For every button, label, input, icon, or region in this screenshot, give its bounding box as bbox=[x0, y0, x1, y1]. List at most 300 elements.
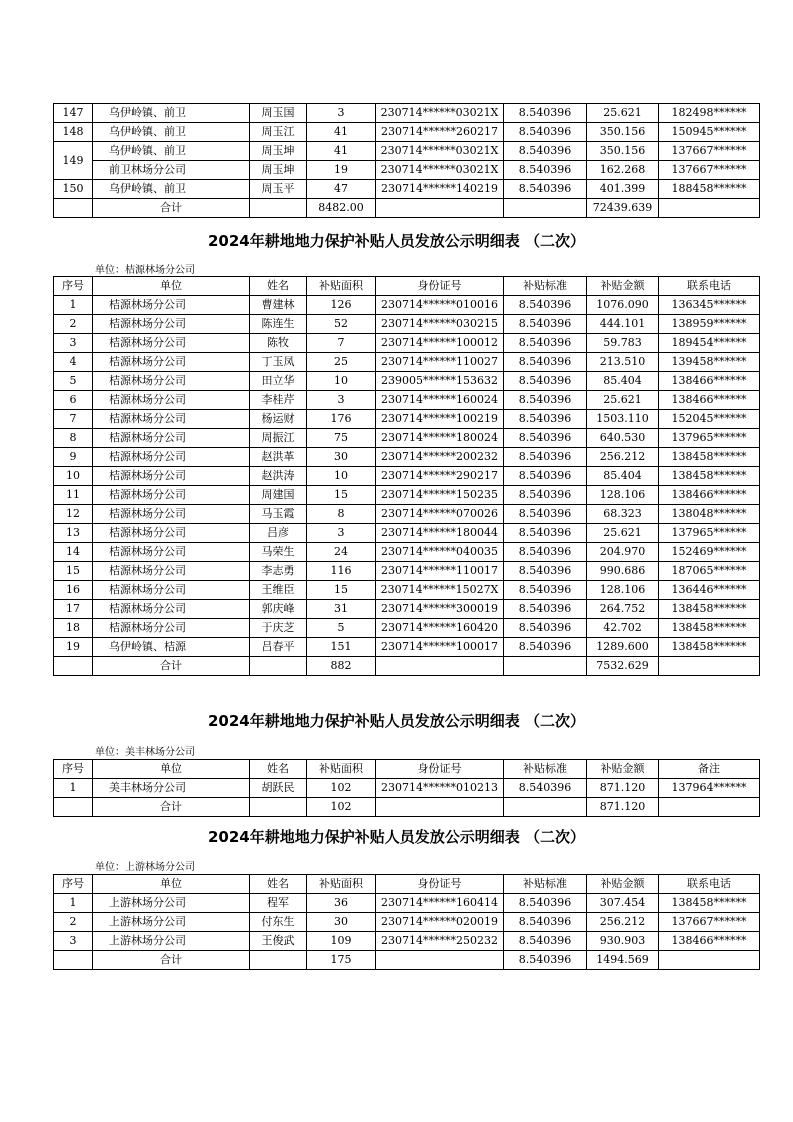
cell-amount: 25.621 bbox=[587, 391, 659, 410]
col-header-id: 身份证号 bbox=[376, 875, 504, 894]
cell-id: 230714******010016 bbox=[376, 296, 504, 315]
total-amount: 72439.639 bbox=[587, 199, 659, 218]
col-header-amount: 补贴金额 bbox=[587, 277, 659, 296]
cell-std: 8.540396 bbox=[504, 104, 587, 123]
table-row bbox=[54, 104, 760, 123]
total-row bbox=[54, 951, 760, 970]
cell-id: 230714******180044 bbox=[376, 524, 504, 543]
cell-id: 230714******180024 bbox=[376, 429, 504, 448]
cell-unit: 桔源林场分公司 bbox=[93, 315, 250, 334]
cell-std: 8.540396 bbox=[504, 372, 587, 391]
cell-std: 8.540396 bbox=[504, 142, 587, 161]
cell-name: 陈牧 bbox=[250, 334, 307, 353]
cell-id: 230714******160420 bbox=[376, 619, 504, 638]
cell-empty bbox=[250, 657, 307, 676]
cell-no: 147 bbox=[54, 104, 93, 123]
cell-empty bbox=[376, 199, 504, 218]
cell-name: 田立华 bbox=[250, 372, 307, 391]
cell-empty bbox=[376, 657, 504, 676]
cell-amount: 307.454 bbox=[587, 894, 659, 913]
cell-unit: 上游林场分公司 bbox=[93, 894, 250, 913]
col-header-name: 姓名 bbox=[250, 875, 307, 894]
table-row bbox=[54, 543, 760, 562]
table-section3 bbox=[53, 759, 760, 817]
cell-phone: 138466****** bbox=[659, 932, 760, 951]
cell-empty bbox=[659, 199, 760, 218]
cell-name: 李桂芹 bbox=[250, 391, 307, 410]
total-std bbox=[504, 199, 587, 218]
cell-id: 230714******010213 bbox=[376, 779, 504, 798]
cell-id: 230714******100219 bbox=[376, 410, 504, 429]
table-section3-body bbox=[54, 779, 760, 817]
table-section1-body bbox=[54, 104, 760, 218]
cell-phone: 137965****** bbox=[659, 429, 760, 448]
cell-std: 8.540396 bbox=[504, 161, 587, 180]
cell-amount: 204.970 bbox=[587, 543, 659, 562]
total-label: 合计 bbox=[93, 951, 250, 970]
cell-no: 12 bbox=[54, 505, 93, 524]
cell-amount: 1503.110 bbox=[587, 410, 659, 429]
col-header-phone: 联系电话 bbox=[659, 875, 760, 894]
cell-id: 230714******03021X bbox=[376, 142, 504, 161]
cell-area: 10 bbox=[307, 372, 376, 391]
cell-area: 25 bbox=[307, 353, 376, 372]
cell-phone: 138959****** bbox=[659, 315, 760, 334]
table-row bbox=[54, 429, 760, 448]
cell-empty bbox=[659, 951, 760, 970]
cell-name: 周振江 bbox=[250, 429, 307, 448]
table-row bbox=[54, 600, 760, 619]
cell-phone: 152469****** bbox=[659, 543, 760, 562]
cell-name: 王维臣 bbox=[250, 581, 307, 600]
cell-std: 8.540396 bbox=[504, 391, 587, 410]
cell-phone: 137965****** bbox=[659, 524, 760, 543]
cell-phone: 182498****** bbox=[659, 104, 760, 123]
header-row bbox=[54, 277, 760, 296]
cell-empty bbox=[54, 657, 93, 676]
cell-amount: 1289.600 bbox=[587, 638, 659, 657]
table-row bbox=[54, 894, 760, 913]
col-header-area: 补贴面积 bbox=[307, 277, 376, 296]
total-label: 合计 bbox=[93, 199, 250, 218]
table-row bbox=[54, 581, 760, 600]
cell-id: 230714******250232 bbox=[376, 932, 504, 951]
cell-id: 230714******140219 bbox=[376, 180, 504, 199]
total-label: 合计 bbox=[93, 657, 250, 676]
cell-name: 周建国 bbox=[250, 486, 307, 505]
cell-id: 230714******100012 bbox=[376, 334, 504, 353]
table-section1 bbox=[53, 103, 760, 218]
table-row bbox=[54, 372, 760, 391]
cell-area: 19 bbox=[307, 161, 376, 180]
col-header-unit: 单位 bbox=[93, 760, 250, 779]
cell-std: 8.540396 bbox=[504, 315, 587, 334]
cell-unit: 桔源林场分公司 bbox=[93, 543, 250, 562]
table-row bbox=[54, 180, 760, 199]
cell-no: 150 bbox=[54, 180, 93, 199]
cell-unit: 桔源林场分公司 bbox=[93, 448, 250, 467]
col-header-amount: 补贴金额 bbox=[587, 875, 659, 894]
cell-unit: 乌伊岭镇、前卫 bbox=[93, 180, 250, 199]
cell-name: 周玉坤 bbox=[250, 161, 307, 180]
cell-no: 13 bbox=[54, 524, 93, 543]
cell-area: 47 bbox=[307, 180, 376, 199]
cell-phone: 137667****** bbox=[659, 161, 760, 180]
cell-unit: 桔源林场分公司 bbox=[93, 296, 250, 315]
total-row bbox=[54, 199, 760, 218]
section2-title: 2024年耕地地力保护补贴人员发放公示明细表 （二次） bbox=[208, 232, 585, 250]
cell-area: 41 bbox=[307, 142, 376, 161]
col-header-no: 序号 bbox=[54, 760, 93, 779]
cell-area: 151 bbox=[307, 638, 376, 657]
cell-amount: 871.120 bbox=[587, 779, 659, 798]
col-header-std: 补贴标准 bbox=[504, 875, 587, 894]
total-row bbox=[54, 798, 760, 817]
cell-name: 周玉平 bbox=[250, 180, 307, 199]
cell-name: 吕彦 bbox=[250, 524, 307, 543]
cell-area: 126 bbox=[307, 296, 376, 315]
cell-unit: 桔源林场分公司 bbox=[93, 353, 250, 372]
cell-amount: 350.156 bbox=[587, 142, 659, 161]
col-header-name: 姓名 bbox=[250, 760, 307, 779]
cell-amount: 640.530 bbox=[587, 429, 659, 448]
cell-unit: 桔源林场分公司 bbox=[93, 619, 250, 638]
total-area: 8482.00 bbox=[307, 199, 376, 218]
cell-name: 赵洪涛 bbox=[250, 467, 307, 486]
cell-area: 3 bbox=[307, 524, 376, 543]
cell-phone: 150945****** bbox=[659, 123, 760, 142]
col-header-amount: 补贴金额 bbox=[587, 760, 659, 779]
section3-unit-label: 单位：美丰林场分公司 bbox=[95, 747, 195, 758]
cell-area: 41 bbox=[307, 123, 376, 142]
cell-std: 8.540396 bbox=[504, 334, 587, 353]
cell-unit: 乌伊岭镇、前卫 bbox=[93, 104, 250, 123]
cell-std: 8.540396 bbox=[504, 543, 587, 562]
cell-name: 吕春平 bbox=[250, 638, 307, 657]
col-header-area: 补贴面积 bbox=[307, 760, 376, 779]
cell-name: 陈连生 bbox=[250, 315, 307, 334]
cell-area: 5 bbox=[307, 619, 376, 638]
cell-name: 王俊武 bbox=[250, 932, 307, 951]
table-section4-body bbox=[54, 894, 760, 970]
cell-no: 1 bbox=[54, 894, 93, 913]
cell-area: 31 bbox=[307, 600, 376, 619]
table-row bbox=[54, 353, 760, 372]
cell-name: 胡跃民 bbox=[250, 779, 307, 798]
table-row bbox=[54, 638, 760, 657]
cell-amount: 444.101 bbox=[587, 315, 659, 334]
total-std: 8.540396 bbox=[504, 951, 587, 970]
cell-std: 8.540396 bbox=[504, 779, 587, 798]
cell-no: 5 bbox=[54, 372, 93, 391]
cell-unit: 前卫林场分公司 bbox=[93, 161, 250, 180]
cell-no: 6 bbox=[54, 391, 93, 410]
cell-std: 8.540396 bbox=[504, 913, 587, 932]
cell-phone: 138048****** bbox=[659, 505, 760, 524]
col-header-std: 补贴标准 bbox=[504, 760, 587, 779]
section3-title: 2024年耕地地力保护补贴人员发放公示明细表 （二次） bbox=[208, 712, 585, 730]
cell-name: 周玉江 bbox=[250, 123, 307, 142]
total-label: 合计 bbox=[93, 798, 250, 817]
cell-area: 24 bbox=[307, 543, 376, 562]
cell-unit: 上游林场分公司 bbox=[93, 932, 250, 951]
cell-empty bbox=[54, 199, 93, 218]
cell-std: 8.540396 bbox=[504, 562, 587, 581]
table-section2 bbox=[53, 276, 760, 676]
cell-std: 8.540396 bbox=[504, 524, 587, 543]
table-row bbox=[54, 161, 760, 180]
table-row bbox=[54, 932, 760, 951]
cell-amount: 128.106 bbox=[587, 581, 659, 600]
total-area: 175 bbox=[307, 951, 376, 970]
cell-std: 8.540396 bbox=[504, 894, 587, 913]
table-section2-body bbox=[54, 296, 760, 676]
cell-id: 230714******290217 bbox=[376, 467, 504, 486]
cell-name: 于庆芝 bbox=[250, 619, 307, 638]
cell-unit: 桔源林场分公司 bbox=[93, 410, 250, 429]
cell-phone: 152045****** bbox=[659, 410, 760, 429]
col-header-unit: 单位 bbox=[93, 277, 250, 296]
cell-amount: 1076.090 bbox=[587, 296, 659, 315]
cell-amount: 213.510 bbox=[587, 353, 659, 372]
cell-name: 周玉国 bbox=[250, 104, 307, 123]
cell-name: 马玉霞 bbox=[250, 505, 307, 524]
cell-id: 230714******100017 bbox=[376, 638, 504, 657]
cell-empty bbox=[376, 951, 504, 970]
cell-phone: 138458****** bbox=[659, 894, 760, 913]
col-header-id: 身份证号 bbox=[376, 760, 504, 779]
cell-amount: 85.404 bbox=[587, 372, 659, 391]
cell-area: 75 bbox=[307, 429, 376, 448]
total-std bbox=[504, 798, 587, 817]
cell-unit: 乌伊岭镇、前卫 bbox=[93, 123, 250, 142]
table-row bbox=[54, 142, 760, 161]
cell-unit: 桔源林场分公司 bbox=[93, 372, 250, 391]
cell-area: 3 bbox=[307, 104, 376, 123]
cell-phone: 138466****** bbox=[659, 486, 760, 505]
cell-amount: 350.156 bbox=[587, 123, 659, 142]
cell-amount: 25.621 bbox=[587, 104, 659, 123]
cell-std: 8.540396 bbox=[504, 581, 587, 600]
cell-std: 8.540396 bbox=[504, 600, 587, 619]
cell-area: 116 bbox=[307, 562, 376, 581]
cell-area: 15 bbox=[307, 581, 376, 600]
col-header-id: 身份证号 bbox=[376, 277, 504, 296]
table-row bbox=[54, 123, 760, 142]
cell-phone: 138458****** bbox=[659, 600, 760, 619]
cell-unit: 桔源林场分公司 bbox=[93, 429, 250, 448]
cell-empty bbox=[250, 199, 307, 218]
col-header-name: 姓名 bbox=[250, 277, 307, 296]
cell-id: 230714******300019 bbox=[376, 600, 504, 619]
cell-amount: 162.268 bbox=[587, 161, 659, 180]
cell-name: 李志勇 bbox=[250, 562, 307, 581]
cell-std: 8.540396 bbox=[504, 467, 587, 486]
cell-phone: 137964****** bbox=[659, 779, 760, 798]
cell-name: 马荣生 bbox=[250, 543, 307, 562]
cell-std: 8.540396 bbox=[504, 410, 587, 429]
cell-empty bbox=[659, 798, 760, 817]
cell-std: 8.540396 bbox=[504, 123, 587, 142]
cell-no: 7 bbox=[54, 410, 93, 429]
cell-no: 15 bbox=[54, 562, 93, 581]
col-header-std: 补贴标准 bbox=[504, 277, 587, 296]
cell-phone: 188458****** bbox=[659, 180, 760, 199]
table-section4 bbox=[53, 874, 760, 970]
table-row bbox=[54, 779, 760, 798]
cell-std: 8.540396 bbox=[504, 932, 587, 951]
total-area: 882 bbox=[307, 657, 376, 676]
cell-no: 1 bbox=[54, 296, 93, 315]
cell-std: 8.540396 bbox=[504, 486, 587, 505]
cell-unit: 美丰林场分公司 bbox=[93, 779, 250, 798]
cell-amount: 128.106 bbox=[587, 486, 659, 505]
table-row bbox=[54, 562, 760, 581]
cell-empty bbox=[54, 951, 93, 970]
cell-phone: 138458****** bbox=[659, 638, 760, 657]
cell-phone: 139458****** bbox=[659, 353, 760, 372]
table-row bbox=[54, 410, 760, 429]
cell-id: 230714******040035 bbox=[376, 543, 504, 562]
cell-id: 239005******153632 bbox=[376, 372, 504, 391]
cell-id: 230714******03021X bbox=[376, 161, 504, 180]
cell-area: 30 bbox=[307, 913, 376, 932]
cell-id: 230714******030215 bbox=[376, 315, 504, 334]
cell-phone: 138466****** bbox=[659, 372, 760, 391]
table-section3-header bbox=[54, 760, 760, 779]
cell-phone: 138466****** bbox=[659, 391, 760, 410]
cell-no: 4 bbox=[54, 353, 93, 372]
cell-no: 9 bbox=[54, 448, 93, 467]
cell-unit: 桔源林场分公司 bbox=[93, 486, 250, 505]
section4-title: 2024年耕地地力保护补贴人员发放公示明细表 （二次） bbox=[208, 828, 585, 846]
cell-area: 102 bbox=[307, 779, 376, 798]
cell-no: 18 bbox=[54, 619, 93, 638]
cell-unit: 桔源林场分公司 bbox=[93, 524, 250, 543]
cell-no: 16 bbox=[54, 581, 93, 600]
cell-name: 赵洪革 bbox=[250, 448, 307, 467]
table-section4-header bbox=[54, 875, 760, 894]
cell-unit: 上游林场分公司 bbox=[93, 913, 250, 932]
cell-phone: 138458****** bbox=[659, 448, 760, 467]
cell-std: 8.540396 bbox=[504, 180, 587, 199]
total-amount: 1494.569 bbox=[587, 951, 659, 970]
cell-empty bbox=[659, 657, 760, 676]
cell-amount: 256.212 bbox=[587, 448, 659, 467]
cell-phone: 136446****** bbox=[659, 581, 760, 600]
cell-unit: 乌伊岭镇、前卫 bbox=[93, 142, 250, 161]
cell-unit: 桔源林场分公司 bbox=[93, 505, 250, 524]
cell-unit: 桔源林场分公司 bbox=[93, 467, 250, 486]
table-row bbox=[54, 315, 760, 334]
table-row bbox=[54, 505, 760, 524]
table-row bbox=[54, 296, 760, 315]
cell-amount: 42.702 bbox=[587, 619, 659, 638]
col-header-phone: 联系电话 bbox=[659, 277, 760, 296]
cell-area: 8 bbox=[307, 505, 376, 524]
cell-no: 148 bbox=[54, 123, 93, 142]
cell-no: 17 bbox=[54, 600, 93, 619]
cell-name: 周玉坤 bbox=[250, 142, 307, 161]
section4-unit-label: 单位：上游林场分公司 bbox=[95, 862, 195, 873]
table-row bbox=[54, 913, 760, 932]
cell-unit: 乌伊岭镇、桔源 bbox=[93, 638, 250, 657]
cell-unit: 桔源林场分公司 bbox=[93, 562, 250, 581]
col-header-unit: 单位 bbox=[93, 875, 250, 894]
cell-id: 230714******15027X bbox=[376, 581, 504, 600]
cell-area: 3 bbox=[307, 391, 376, 410]
cell-empty bbox=[54, 798, 93, 817]
table-row bbox=[54, 486, 760, 505]
cell-area: 176 bbox=[307, 410, 376, 429]
cell-phone: 187065****** bbox=[659, 562, 760, 581]
cell-phone: 189454****** bbox=[659, 334, 760, 353]
cell-amount: 85.404 bbox=[587, 467, 659, 486]
cell-name: 郭庆峰 bbox=[250, 600, 307, 619]
total-amount: 871.120 bbox=[587, 798, 659, 817]
header-row bbox=[54, 875, 760, 894]
cell-amount: 401.399 bbox=[587, 180, 659, 199]
table-row bbox=[54, 619, 760, 638]
cell-std: 8.540396 bbox=[504, 296, 587, 315]
cell-no: 14 bbox=[54, 543, 93, 562]
cell-name: 曹建林 bbox=[250, 296, 307, 315]
cell-area: 36 bbox=[307, 894, 376, 913]
cell-phone: 137667****** bbox=[659, 142, 760, 161]
cell-phone: 138458****** bbox=[659, 619, 760, 638]
cell-no: 3 bbox=[54, 932, 93, 951]
section2-unit-label: 单位：桔源林场分公司 bbox=[95, 265, 195, 276]
table-row bbox=[54, 334, 760, 353]
cell-id: 230714******200232 bbox=[376, 448, 504, 467]
cell-name: 程军 bbox=[250, 894, 307, 913]
total-std bbox=[504, 657, 587, 676]
col-header-no: 序号 bbox=[54, 277, 93, 296]
cell-id: 230714******160414 bbox=[376, 894, 504, 913]
cell-area: 30 bbox=[307, 448, 376, 467]
cell-area: 109 bbox=[307, 932, 376, 951]
table-row bbox=[54, 391, 760, 410]
cell-no: 8 bbox=[54, 429, 93, 448]
cell-std: 8.540396 bbox=[504, 638, 587, 657]
cell-no: 19 bbox=[54, 638, 93, 657]
cell-amount: 59.783 bbox=[587, 334, 659, 353]
cell-empty bbox=[376, 798, 504, 817]
cell-area: 15 bbox=[307, 486, 376, 505]
cell-unit: 桔源林场分公司 bbox=[93, 334, 250, 353]
cell-std: 8.540396 bbox=[504, 353, 587, 372]
cell-phone: 137667****** bbox=[659, 913, 760, 932]
cell-name: 付东生 bbox=[250, 913, 307, 932]
col-header-no: 序号 bbox=[54, 875, 93, 894]
cell-amount: 264.752 bbox=[587, 600, 659, 619]
cell-id: 230714******110027 bbox=[376, 353, 504, 372]
cell-id: 230714******020019 bbox=[376, 913, 504, 932]
cell-phone: 136345****** bbox=[659, 296, 760, 315]
cell-id: 230714******110017 bbox=[376, 562, 504, 581]
cell-id: 230714******150235 bbox=[376, 486, 504, 505]
total-amount: 7532.629 bbox=[587, 657, 659, 676]
cell-id: 230714******070026 bbox=[376, 505, 504, 524]
cell-unit: 桔源林场分公司 bbox=[93, 391, 250, 410]
total-row bbox=[54, 657, 760, 676]
header-row bbox=[54, 760, 760, 779]
table-row bbox=[54, 467, 760, 486]
col-header-remark: 备注 bbox=[659, 760, 760, 779]
cell-amount: 25.621 bbox=[587, 524, 659, 543]
cell-empty bbox=[250, 951, 307, 970]
cell-unit: 桔源林场分公司 bbox=[93, 600, 250, 619]
